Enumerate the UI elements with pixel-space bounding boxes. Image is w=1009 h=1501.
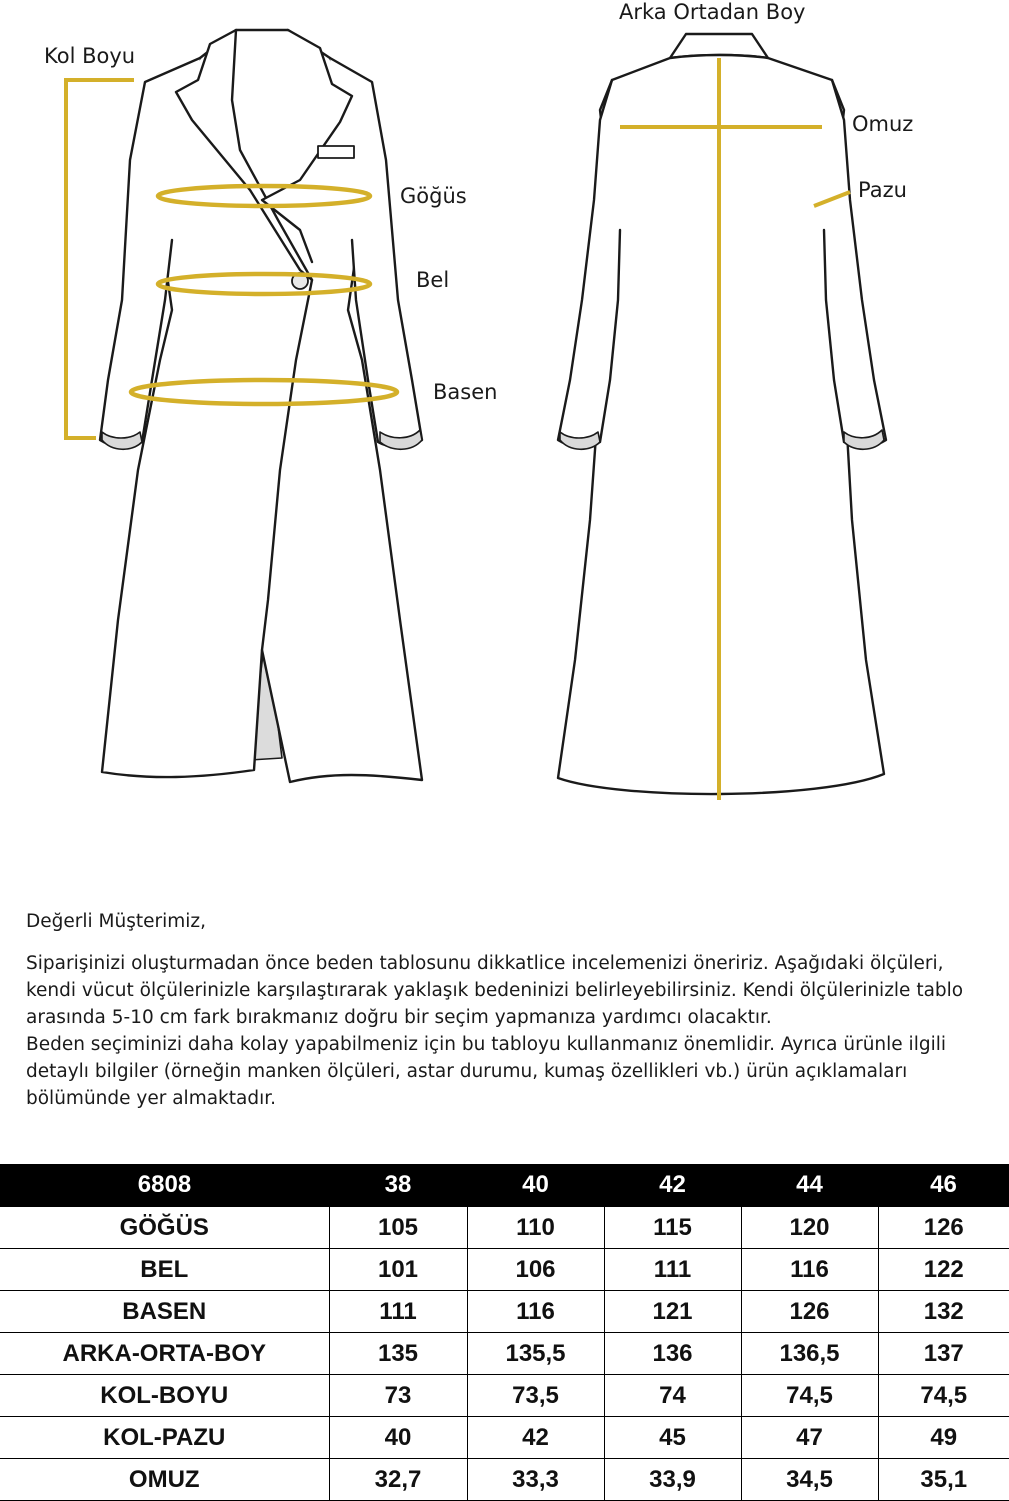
table-row (0, 1291, 1009, 1333)
row-label: ARKA-ORTA-BOY (0, 1333, 329, 1375)
table-cell: 120 (741, 1207, 878, 1249)
table-cell: 126 (878, 1207, 1009, 1249)
row-label: BEL (0, 1249, 329, 1291)
table-cell: 74,5 (878, 1375, 1009, 1417)
label-pazu: Pazu (858, 178, 907, 202)
header-size: 38 (329, 1164, 467, 1207)
table-cell: 116 (467, 1291, 604, 1333)
intro-text-block (26, 908, 986, 1112)
table-cell: 135 (329, 1333, 467, 1375)
table-row (0, 1333, 1009, 1375)
table-cell: 135,5 (467, 1333, 604, 1375)
table-cell: 74,5 (741, 1375, 878, 1417)
table-row (0, 1417, 1009, 1459)
table-cell: 132 (878, 1291, 1009, 1333)
table-cell: 110 (467, 1207, 604, 1249)
table-cell: 35,1 (878, 1459, 1009, 1501)
table-cell: 32,7 (329, 1459, 467, 1501)
table-row (0, 1249, 1009, 1291)
row-label: GÖĞÜS (0, 1207, 329, 1249)
header-model-code: 6808 (0, 1164, 329, 1207)
row-label: KOL-BOYU (0, 1375, 329, 1417)
table-cell: 34,5 (741, 1459, 878, 1501)
table-cell: 122 (878, 1249, 1009, 1291)
table-cell: 45 (604, 1417, 741, 1459)
header-size: 40 (467, 1164, 604, 1207)
table-row (0, 1459, 1009, 1501)
table-cell: 111 (329, 1291, 467, 1333)
row-label: KOL-PAZU (0, 1417, 329, 1459)
row-label: BASEN (0, 1291, 329, 1333)
intro-paragraph-1: Siparişinizi oluşturmadan önce beden tablosunu dikkatlice incelemenizi öneririz. Aşağıdaki ölçüleri, kendi vücut ölçülerinizle karşılaştırarak yaklaşık bedeninizi belirleyebilirsiniz. Kendi ölçülerinizle tablo arasında 5-10 cm fark bırakmanız doğru bir seçim yapmanıza yardımcı olacaktır. (26, 953, 964, 1028)
label-basen: Basen (433, 380, 498, 404)
greeting-text: Değerli Müşterimiz, (26, 911, 206, 932)
table-cell: 42 (467, 1417, 604, 1459)
label-bel: Bel (416, 268, 450, 292)
table-cell: 137 (878, 1333, 1009, 1375)
header-size: 42 (604, 1164, 741, 1207)
label-gogus: Göğüs (400, 184, 467, 208)
label-arka-ortadan-boy: Arka Ortadan Boy (619, 0, 806, 24)
intro-paragraph-2: Beden seçiminizi daha kolay yapabilmeniz için bu tabloyu kullanmanız önemlidir. Ayrıca ürünle ilgili detaylı bilgiler (örneğin manken ölçüleri, astar durumu, kumaş özellikleri vb.) ürün açıklamaları bölümünde yer almaktadır. (26, 1034, 947, 1109)
table-cell: 49 (878, 1417, 1009, 1459)
table-cell: 47 (741, 1417, 878, 1459)
table-cell: 101 (329, 1249, 467, 1291)
table-cell: 121 (604, 1291, 741, 1333)
size-table (0, 1164, 1009, 1501)
table-cell: 33,9 (604, 1459, 741, 1501)
table-cell: 105 (329, 1207, 467, 1249)
table-cell: 106 (467, 1249, 604, 1291)
label-kol-boyu: Kol Boyu (44, 44, 136, 68)
size-table-header-row (0, 1164, 1009, 1207)
table-cell: 126 (741, 1291, 878, 1333)
table-row (0, 1207, 1009, 1249)
label-omuz: Omuz (852, 112, 914, 136)
front-breast-pocket (318, 146, 354, 158)
table-cell: 40 (329, 1417, 467, 1459)
table-cell: 33,3 (467, 1459, 604, 1501)
header-size: 46 (878, 1164, 1009, 1207)
row-label: OMUZ (0, 1459, 329, 1501)
table-cell: 115 (604, 1207, 741, 1249)
table-cell: 116 (741, 1249, 878, 1291)
coat-back-view (558, 34, 886, 794)
table-cell: 111 (604, 1249, 741, 1291)
table-cell: 73,5 (467, 1375, 604, 1417)
table-cell: 136 (604, 1333, 741, 1375)
table-cell: 136,5 (741, 1333, 878, 1375)
table-cell: 74 (604, 1375, 741, 1417)
header-size: 44 (741, 1164, 878, 1207)
table-row (0, 1375, 1009, 1417)
table-cell: 73 (329, 1375, 467, 1417)
